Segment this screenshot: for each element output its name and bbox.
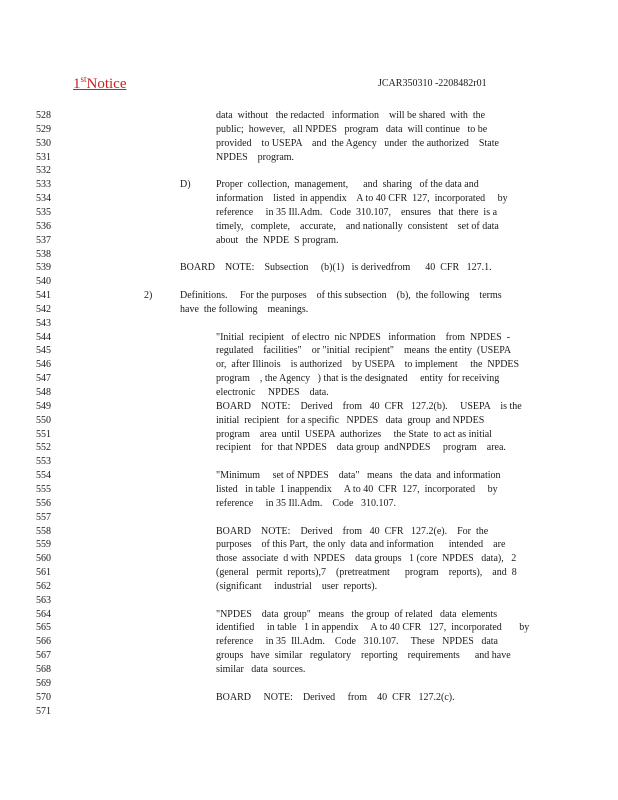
line-text: reference in 35 Ill.Adm. Code 310.107. (216, 497, 396, 509)
line-text: groups have similar regulatory reporting requirements and have (216, 650, 511, 662)
document-line (0, 164, 618, 178)
line-number: 548 (36, 387, 51, 398)
document-line (0, 635, 618, 649)
document-line (0, 677, 618, 691)
line-text: program area until USEPA authorizes the State to act as initial (216, 428, 492, 440)
document-line (0, 137, 618, 151)
line-text: (significant industrial user reports). (216, 580, 378, 592)
line-number: 563 (36, 594, 51, 606)
document-line (0, 178, 618, 192)
line-text: reference in 35 Ill.Adm. Code 310.107, ensures that there is a (216, 206, 498, 218)
line-number: 543 (36, 317, 51, 329)
line-number: 564 (36, 608, 51, 620)
document-line (0, 552, 618, 566)
document-line (0, 621, 618, 635)
line-number: 545 (36, 345, 51, 357)
line-text: "Minimum set of NPDES data" means the data and information (216, 470, 501, 482)
line-number: 534 (36, 193, 51, 205)
document-line (0, 206, 618, 220)
line-number: 556 (36, 497, 51, 509)
line-text: or, after Illinois is authorized by USEPA to implement the NPDES (216, 359, 520, 371)
line-number: 559 (36, 539, 51, 551)
document-line (0, 151, 618, 165)
line-number: 529 (36, 123, 51, 135)
line-number: 554 (36, 470, 51, 482)
document-line (0, 123, 618, 137)
document-line (0, 303, 618, 317)
document-line (0, 525, 618, 539)
document-line (0, 331, 618, 345)
document-line (0, 220, 618, 234)
line-number: 530 (36, 137, 51, 149)
line-number: 539 (36, 262, 51, 274)
line-number: 558 (36, 525, 51, 537)
document-line (0, 234, 618, 248)
line-number: 560 (36, 553, 51, 565)
document-line (0, 358, 618, 372)
document-line (0, 649, 618, 663)
line-number: 544 (36, 331, 51, 343)
line-number: 557 (36, 511, 51, 523)
line-number: 566 (36, 636, 51, 648)
line-text: information listed in appendix A to 40 CFR 127, incorporated by (216, 193, 508, 205)
line-text: initial recipient for a specific NPDES data group and NPDES (216, 414, 485, 426)
document-line (0, 538, 618, 552)
line-number: 549 (36, 400, 51, 412)
line-text: purposes of this Part, the only data and information intended are (216, 539, 506, 551)
line-text: 2) (144, 290, 153, 302)
line-number: 528 (36, 110, 51, 121)
line-text: timely, complete, accurate, and nationally consistent set of data (216, 220, 499, 232)
line-text: recipient for that NPDES data group andNPDES program area. (216, 442, 506, 454)
line-text: BOARD NOTE: Derived from 40 CFR 127.2(c). (216, 691, 455, 703)
line-text: reference in 35 Ill.Adm. Code 310.107. These NPDES data (216, 636, 498, 648)
document-line (0, 344, 618, 358)
document-line (0, 705, 618, 719)
line-number: 570 (36, 691, 51, 703)
document-line (0, 511, 618, 525)
document-line (0, 428, 618, 442)
line-text: Proper collection, management, and sharing of the data and (216, 179, 479, 191)
line-number: 541 (36, 290, 51, 302)
document-line (0, 663, 618, 677)
line-text: identified in table 1 in appendix A to 40 CFR 127, incorporated by (216, 622, 530, 634)
line-text: D) (180, 179, 191, 191)
document-line (0, 109, 618, 123)
line-number: 532 (36, 165, 51, 177)
line-number: 535 (36, 206, 51, 218)
line-number: 547 (36, 373, 51, 385)
line-number: 555 (36, 483, 51, 495)
document-line (0, 469, 618, 483)
document-line (0, 275, 618, 289)
line-text: regulated facilities" or "initial recipient" means the entity (USEPA (216, 345, 512, 357)
document-line (0, 497, 618, 511)
line-text: those associate d with NPDES data groups 1 (core NPDES data), 2 (216, 553, 517, 565)
document-line (0, 580, 618, 594)
document-line (0, 483, 618, 497)
line-number: 552 (36, 442, 51, 454)
line-number: 550 (36, 414, 51, 426)
document-line (0, 566, 618, 580)
document-line (0, 594, 618, 608)
line-text: NPDES program. (216, 151, 295, 163)
document-line (0, 455, 618, 469)
line-number: 567 (36, 650, 51, 662)
line-text: BOARD NOTE: Derived from 40 CFR 127.2(b). USEPA is the (216, 400, 522, 412)
document-line (0, 386, 618, 400)
line-text: BOARD NOTE: Derived from 40 CFR 127.2(e). For the (216, 525, 489, 537)
line-text: have the following meanings. (180, 303, 309, 315)
line-number: 561 (36, 567, 51, 579)
line-text: "Initial recipient of electro nic NPDES information from NPDES - (216, 331, 511, 343)
line-number: 533 (36, 179, 51, 191)
line-text: program , the Agency ) that is the designated entity for receiving (216, 373, 500, 385)
document-line (0, 608, 618, 622)
document-line (0, 414, 618, 428)
line-text: Definitions. For the purposes of this subsection (b), the following terms (180, 290, 502, 302)
line-text: (general permit reports),7 (pretreatment program reports), and 8 (216, 567, 517, 579)
line-number: 571 (36, 705, 51, 717)
line-text: data without the redacted information will be shared with the (216, 110, 486, 121)
document-line (0, 192, 618, 206)
line-text: listed in table 1 inappendix A to 40 CFR 127, incorporated by (216, 483, 498, 495)
line-number: 568 (36, 664, 51, 675)
document-line (0, 317, 618, 331)
line-number: 536 (36, 220, 51, 232)
line-number: 569 (36, 677, 51, 689)
document-line (0, 372, 618, 386)
document-line (0, 261, 618, 275)
notice-heading: 1stNotice (73, 74, 127, 92)
document-line (0, 289, 618, 303)
line-number: 553 (36, 456, 51, 468)
document-line (0, 691, 618, 705)
line-text: BOARD NOTE: Subsection (b)(1) is derivedfrom 40 CFR 127.1. (180, 262, 492, 274)
line-number: 546 (36, 359, 51, 371)
line-number: 562 (36, 580, 51, 592)
line-text: similar data sources. (216, 664, 306, 675)
document-code: JCAR350310 -2208482r01 (378, 78, 487, 89)
line-number: 542 (36, 303, 51, 315)
line-text: electronic NPDES data. (216, 387, 329, 398)
document-line (0, 400, 618, 414)
line-text: "NPDES data group" means the group of related data elements (216, 608, 498, 620)
line-number: 565 (36, 622, 51, 634)
line-number: 540 (36, 276, 51, 288)
line-number: 537 (36, 234, 51, 246)
document-line (0, 441, 618, 455)
line-text: public; however, all NPDES program data will continue to be (216, 123, 488, 135)
line-number: 551 (36, 428, 51, 440)
line-number: 531 (36, 151, 51, 163)
line-text: provided to USEPA and the Agency under the authorized State (216, 137, 499, 149)
line-text: about the NPDE S program. (216, 234, 339, 246)
document-line (0, 248, 618, 262)
line-number: 538 (36, 248, 51, 260)
